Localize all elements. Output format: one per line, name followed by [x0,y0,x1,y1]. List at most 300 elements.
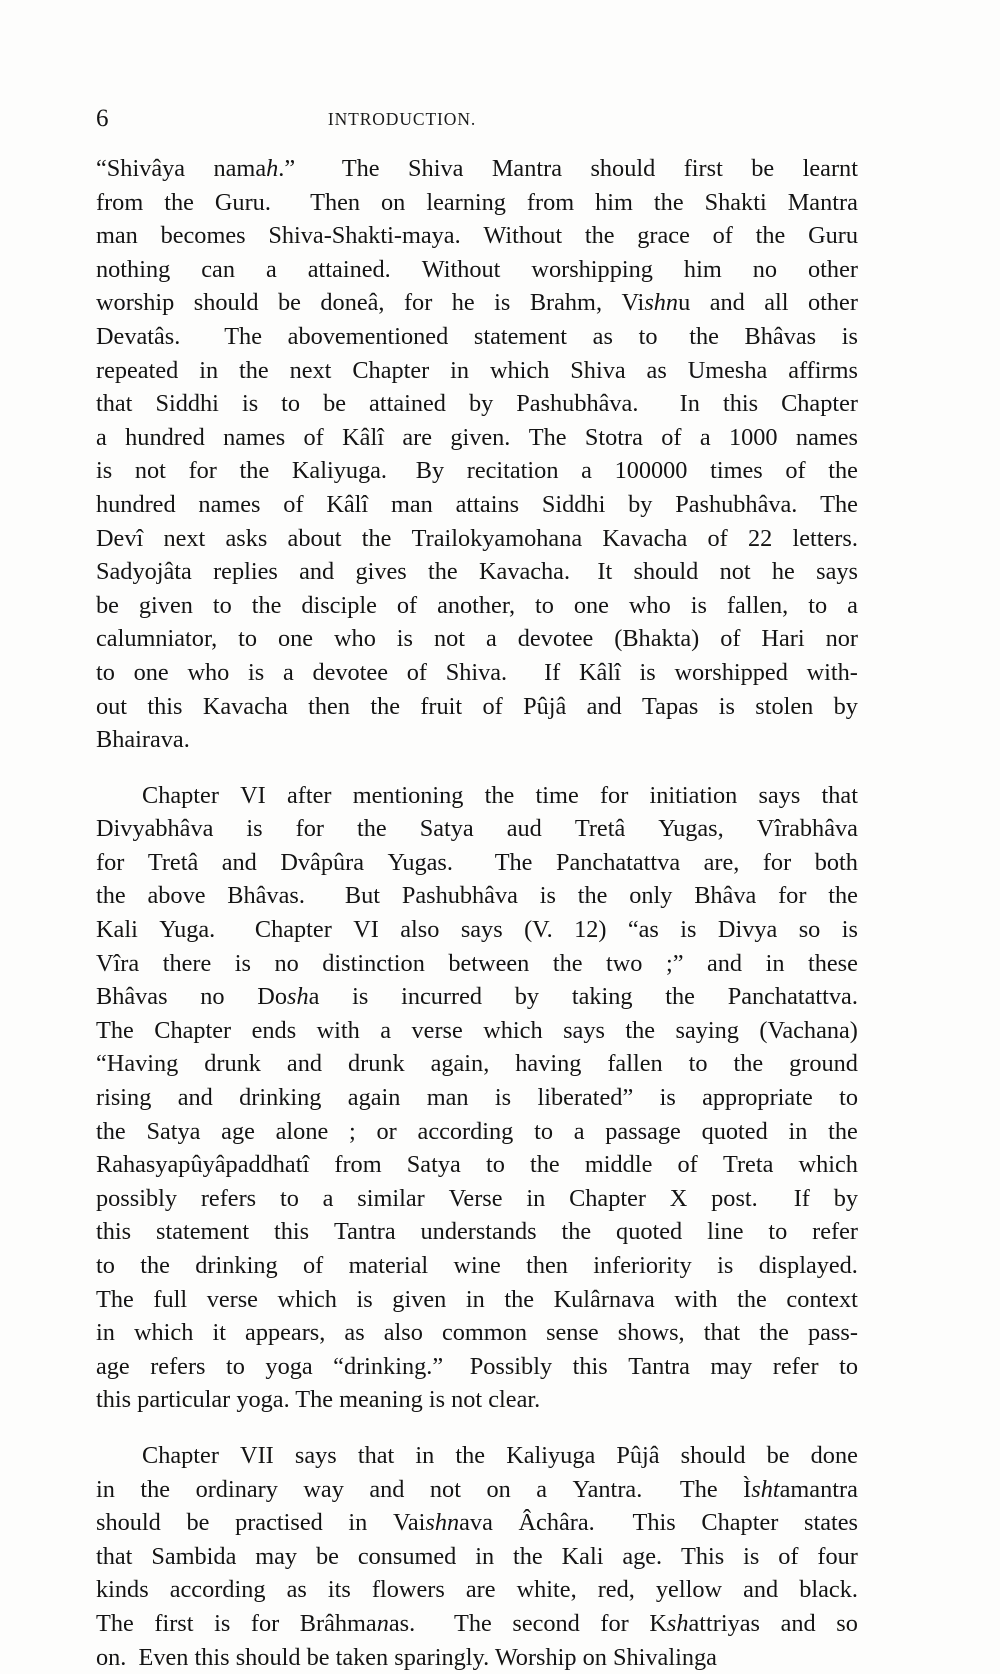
text-word: letters. [792,524,858,552]
page-folio-number: 6 [96,105,109,132]
text-word: 12) [574,916,607,944]
text-word: next [289,356,332,384]
text-word: be [315,1542,339,1570]
text-word: statement [155,1218,250,1246]
text-word: may [710,1352,753,1380]
text-word: to [96,658,115,686]
text-word: Kaliyuga. [291,457,394,485]
text-word: 22 [747,524,773,552]
text-word: yoga [265,1352,313,1380]
text-word: the [828,457,858,485]
text-word: first [154,1609,194,1637]
text-line [96,1081,858,1115]
text-word: for [96,848,125,876]
text-word: Pashubhâva. [516,390,657,418]
text-word: Bhâvas [96,983,168,1011]
text-word: of [406,658,427,686]
text-word: age [221,1117,255,1145]
text-word: is [841,322,858,350]
text-word: he [451,289,475,317]
text-word: to [212,591,232,619]
text-word: this [147,692,183,720]
text-line [96,1047,858,1081]
text-word: Bhâva [694,882,757,910]
text-word: and [221,848,257,876]
text-word: Kshattriyas [649,1609,761,1637]
text-word: 1000 [728,423,778,451]
text-word: the [552,949,583,977]
text-word: devotee [517,625,594,653]
text-word: should [590,155,656,182]
text-word: learning [426,188,506,216]
text-word: is [659,1084,676,1112]
text-word: to [534,591,554,619]
text-word: by [833,1184,858,1212]
text-word: statement [473,322,567,350]
text-word: VII [240,1441,274,1469]
text-line: this particular yoga. The meaning is not clear. [96,1386,541,1414]
text-word: mentioning [352,781,464,809]
text-word: post. [711,1184,770,1212]
text-word: sense [546,1319,599,1347]
text-word: Devatâs. [96,322,199,350]
text-word: Bhâvas. [227,882,324,910]
text-word: that [96,390,133,418]
text-word: can [201,255,235,283]
text-word: rising [96,1084,152,1112]
text-word: gives [355,558,407,586]
text-word: so [836,1609,858,1637]
text-word: Satya [419,815,474,843]
text-word: refer [772,1352,819,1380]
text-word: grace [637,222,690,250]
text-word: Vaishnava [392,1509,493,1537]
text-word: given. [450,423,511,451]
text-line [96,879,858,913]
text-word: given [392,1285,447,1313]
text-word: and [780,1609,816,1637]
text-word: of [707,524,728,552]
text-word: the [737,1285,767,1313]
text-word: understands [420,1218,537,1246]
text-line: Bhairava. [96,726,190,754]
text-word: becomes [160,222,246,250]
text-word: passage [605,1117,681,1145]
text-word: on [486,1475,511,1503]
text-line [96,555,858,589]
text-word: Shiva. [445,658,526,686]
text-word: be [186,1509,210,1537]
text-word: appropriate [702,1084,813,1112]
text-word: calumniator, [96,625,218,653]
text-word: should [96,1509,161,1537]
text-word: full [153,1285,188,1313]
text-word: the [755,222,786,250]
text-word: which [277,1285,337,1313]
text-word: by [833,692,858,720]
text-word: “drinking.” [333,1352,450,1380]
text-line [96,1540,858,1574]
text-word: all [764,289,789,317]
text-word: again [347,1084,401,1112]
text-word: refer [812,1218,858,1246]
text-word: is [396,625,414,653]
text-word: man [96,222,138,250]
text-word: states [803,1509,858,1537]
text-line [96,622,858,656]
text-word: Guru. [214,188,290,216]
text-word: Tapas [642,692,699,720]
text-word: the [96,1117,126,1145]
text-word: by [468,390,494,418]
text-word: to [638,322,664,350]
text-word: that [357,1441,395,1469]
text-word: the [828,1117,858,1145]
text-word: Tantra [333,1218,396,1246]
text-word: Without [421,255,501,283]
text-word: to [839,1352,858,1380]
text-word: asks [225,524,268,552]
text-word: The [224,322,262,350]
text-line [96,690,858,724]
text-word: (V. [524,916,553,944]
text-line [96,1014,858,1048]
text-word: the [96,882,126,910]
text-word: quoted [701,1117,768,1145]
text-line [96,1249,858,1283]
text-word: Pashubhâva [401,882,518,910]
text-word: the [428,558,458,586]
text-line [96,1215,858,1249]
text-word: of [661,423,682,451]
text-word: a [847,591,858,619]
text-word: Siddhi [541,490,606,518]
text-word: for [778,882,807,910]
text-word: attained. [307,255,391,283]
text-word: possibly [96,1184,178,1212]
text-line [96,421,858,455]
text-word: he [771,558,795,586]
text-word: which [483,1016,543,1044]
text-line [96,219,858,253]
text-word: a [485,625,497,653]
text-word: that [96,1542,133,1570]
text-word: and [299,558,335,586]
text-word: names [795,423,858,451]
text-word: the [584,222,615,250]
text-word: by [514,983,540,1011]
text-word: both [814,848,858,876]
text-word: age. [622,1542,663,1570]
text-word: Yuga. [159,916,234,944]
text-word: shows, [617,1319,685,1347]
text-word: wine [453,1252,501,1279]
paragraph [96,779,858,1417]
text-word: is [639,658,656,686]
text-word: “as [627,916,659,944]
text-word: in [526,1184,546,1212]
text-word: of [302,1252,324,1279]
text-word: ; [349,1117,356,1145]
text-word: nor [825,625,858,653]
text-word: appears, [245,1319,326,1347]
text-word: be [278,289,301,317]
text-word: be [751,155,775,182]
text-word: as [344,1319,365,1347]
text-word: Yantra. [572,1475,655,1503]
text-word: verse [206,1285,258,1313]
text-word: The [96,1285,134,1313]
text-word: quoted [616,1218,683,1246]
text-word: way [303,1475,344,1503]
text-word: also [383,1319,423,1347]
text-word: says [816,558,858,586]
text-word: the [530,1151,560,1179]
text-word: which [798,1151,858,1179]
text-line [96,286,858,320]
text-line: on. Even this should be taken sparingly. Worship on Shivalinga [96,1643,717,1671]
text-word: refers [150,1352,206,1380]
text-word: Tretâ [147,848,199,876]
text-word: are [465,1576,496,1604]
text-line [96,589,858,623]
text-word: for [762,848,792,876]
paragraph [96,152,858,757]
text-word: as [592,322,613,350]
text-word: Panchatattva [555,848,681,876]
text-word: no [200,983,225,1011]
text-word: in [450,356,470,384]
text-word: This [632,1509,676,1537]
running-head-title: INTRODUCTION. [327,109,477,129]
text-word: from [526,188,575,216]
text-word: Devî [96,524,144,552]
text-word: The [341,155,380,182]
text-word: is [494,1084,512,1112]
text-line [96,253,858,287]
text-word: to [534,1117,553,1145]
text-word: above [147,882,206,910]
text-word: hundred [125,423,205,451]
text-word: again, [430,1050,490,1078]
text-word: fallen, [726,591,789,619]
text-word: and [709,289,745,317]
text-word: Siddhi [155,390,219,418]
text-word: to [688,1050,708,1078]
text-word: yellow [655,1576,723,1604]
text-word: abovementioned [287,322,449,350]
text-word: of [396,591,418,619]
text-word: namah.” [213,155,314,182]
text-word: it [212,1319,226,1347]
text-word: a [265,255,277,283]
text-word: Chapter [142,781,219,809]
text-word: devotee [312,658,389,686]
text-word: to [281,390,301,418]
text-word: and [743,1576,779,1604]
text-word: also [400,916,440,944]
text-line [96,1473,858,1507]
text-word: the [239,356,269,384]
text-word: Satya [406,1151,461,1179]
text-word: out [96,692,128,720]
text-word: Kali [561,1542,604,1570]
text-word: may [255,1542,298,1570]
text-line [96,1573,858,1607]
text-word: Vîra [96,949,140,977]
text-line [96,1439,858,1473]
text-word: ;” [665,949,684,977]
text-word: no [752,255,778,283]
text-line [96,387,858,421]
text-word: drinking [239,1084,322,1112]
text-word: stolen [755,692,814,720]
text-word: Pashubhâva. [675,490,798,518]
text-line [96,522,858,556]
text-word: who [628,591,671,619]
text-word: other [808,255,858,283]
text-line [96,1316,858,1350]
text-word: the [561,1218,592,1246]
text-word: no [274,949,299,977]
running-head [96,104,856,134]
text-word: of [712,222,733,250]
text-word: attained [369,390,446,418]
text-word: Kâlî [326,490,369,518]
text-word: time [535,781,579,809]
text-word: with [674,1285,718,1313]
text-word: Sadyojâta [96,558,192,586]
text-word: Kâlî [578,658,621,686]
page-text-block [96,152,858,1674]
text-word: Âchâra. [518,1509,607,1537]
text-word: ends [251,1016,297,1044]
text-word: be [323,390,347,418]
text-word: The [454,1609,492,1637]
text-word: Umesha [687,356,768,384]
text-line [96,454,858,488]
text-word: this [96,1218,132,1246]
text-word: Tantra [628,1352,690,1380]
text-word: is [241,390,259,418]
text-word: are [402,423,432,451]
text-word: and [707,949,743,977]
text-word: done [810,1441,858,1469]
text-word: common [441,1319,527,1347]
text-word: kinds [96,1576,149,1604]
text-line [96,152,858,186]
text-word: initiation [649,781,738,809]
text-word: affirms [788,356,858,384]
text-word: Trailokyamohana [411,524,583,552]
text-word: in [415,1441,435,1469]
text-word: says [758,781,801,809]
text-word: The [679,1475,718,1503]
text-line [96,947,858,981]
text-word: Dvâpûra [280,848,364,876]
text-word: Rahasyapûyâpaddhatî [96,1151,310,1179]
text-word: recitation [466,457,559,485]
text-word: the [164,188,194,216]
text-word: is [743,1542,760,1570]
text-word: not [429,1475,461,1503]
text-word: It [597,558,613,586]
text-word: names [223,423,286,451]
text-word: which [133,1319,194,1347]
text-word: with [316,1016,360,1044]
text-word: one [573,591,609,619]
text-word: If [793,1184,810,1212]
text-word: about [287,524,342,552]
text-word: the [140,1252,170,1279]
text-word: Shiva [408,155,464,182]
text-word: in [96,1475,115,1503]
text-word: But [344,882,381,910]
text-word: refers [200,1184,257,1212]
text-word: the [513,1542,543,1570]
text-word: line [707,1218,744,1246]
text-word: the [361,524,392,552]
text-word: this [572,1352,608,1380]
text-word: consumed [357,1542,457,1570]
text-word: drunk [204,1050,261,1078]
text-word: to [768,1218,788,1246]
text-word: the [828,882,858,910]
text-word: 100000 [614,457,688,485]
text-word: a [282,658,294,686]
text-word: doneâ, [320,289,385,317]
text-word: then [308,692,350,720]
text-word: of [482,692,503,720]
text-word: Verse [448,1184,503,1212]
text-word: middle [584,1151,653,1179]
text-line [96,812,858,846]
text-word: distinction [322,949,425,977]
text-word: Possibly [469,1352,553,1380]
text-word: Kulârnava [553,1285,655,1313]
text-word: VI [240,781,266,809]
text-word: then [526,1252,568,1279]
text-word: The [96,1016,134,1044]
text-word: “Having [96,1050,179,1078]
text-word: Sambida [151,1542,237,1570]
text-word: other [807,289,858,317]
text-word: Brahm, [529,289,603,317]
text-word: Shiva-Shakti-maya. [268,222,461,250]
text-word: black. [799,1576,858,1604]
text-word: not [134,457,166,485]
text-word: to [485,1151,505,1179]
text-word: the [759,1319,789,1347]
text-word: is [356,1285,373,1313]
text-word: Treta [722,1151,774,1179]
text-word: “Shivâya [96,155,186,182]
text-word: there [162,949,212,977]
text-word: repeated [96,356,179,384]
text-line [96,1182,858,1216]
text-word: similar [357,1184,425,1212]
text-word: the [625,1016,656,1044]
text-word: liberated” [537,1084,634,1112]
text-word: alone [275,1117,329,1145]
text-word: another, [437,591,516,619]
text-word: Without [483,222,563,250]
text-word: Chapter [569,1184,646,1212]
text-word: age [96,1352,130,1380]
text-line [96,1607,858,1641]
text-word: in [348,1509,368,1537]
text-word: worship [96,289,175,317]
